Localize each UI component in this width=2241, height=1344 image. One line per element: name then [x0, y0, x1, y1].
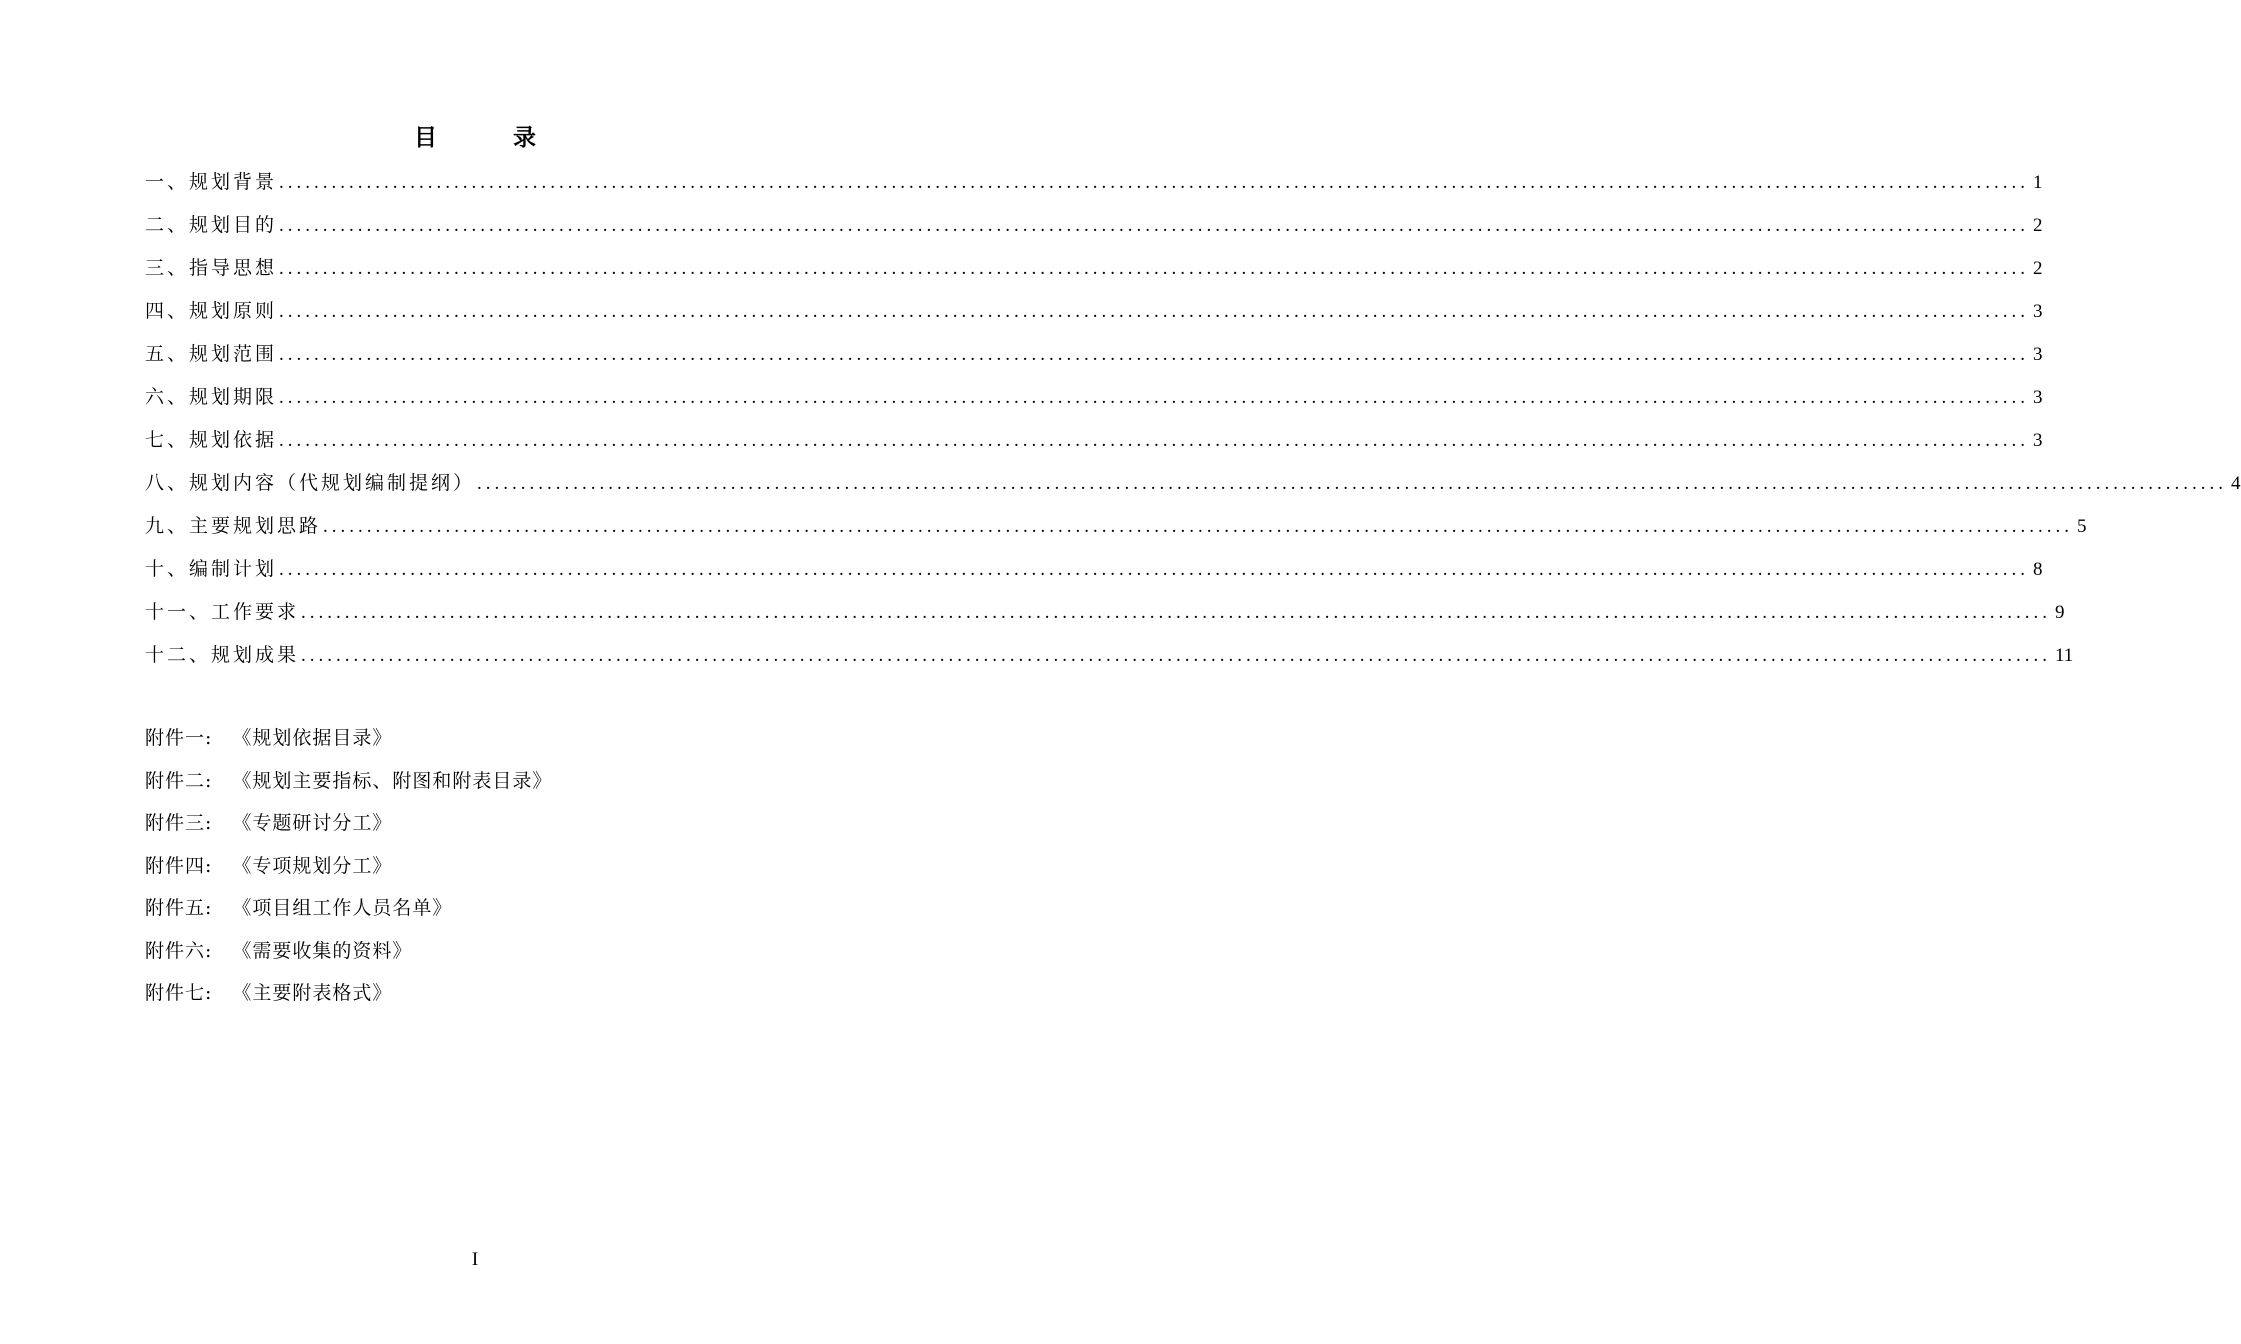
attachment-item: [145, 977, 807, 1020]
toc-entry-page: 3: [2033, 387, 2043, 408]
attachment-name: 《项目组工作人员名单》: [232, 897, 453, 919]
toc-entry-label: 九、主要规划思路: [145, 515, 322, 537]
attachment-label: 附件三:: [145, 812, 213, 834]
toc-entry-label: 八、规划内容（代规划编制提纲）: [145, 472, 476, 494]
toc-entry-page: 3: [2033, 301, 2043, 322]
toc-entry[interactable]: [145, 166, 2043, 209]
toc-dot-leader: ........................................................................................................................................................................................................: [279, 215, 2030, 236]
toc-entry-page: 1: [2033, 172, 2043, 193]
toc-entry[interactable]: [145, 381, 2043, 424]
toc-dot-leader: ........................................................................................................................................................................................................: [279, 430, 2030, 451]
toc-entry-label: 六、规划期限: [145, 386, 278, 408]
toc-entry[interactable]: [145, 424, 2043, 467]
attachment-name: 《需要收集的资料》: [232, 939, 413, 962]
toc-entry[interactable]: [145, 209, 2043, 252]
toc-entry-page: 8: [2033, 559, 2043, 580]
attachment-label: 附件二:: [145, 769, 213, 792]
toc-entry-label: 十、编制计划: [145, 558, 278, 580]
toc-entry-page: 3: [2033, 430, 2043, 451]
toc-entry-label: 一、规划背景: [145, 171, 278, 193]
toc-entry[interactable]: [145, 596, 2065, 639]
attachment-label: 附件五:: [145, 897, 213, 919]
toc-dot-leader: ........................................................................................................................................................................................................: [279, 559, 2030, 580]
toc-title: 目 录: [413, 124, 570, 151]
toc-entry[interactable]: [145, 553, 2043, 596]
attachment-item: [145, 765, 807, 808]
toc-dot-leader: ........................................................................................................................................................................................................: [279, 344, 2030, 365]
attachment-name: 《规划依据目录》: [232, 727, 393, 749]
toc-entry-label: 四、规划原则: [145, 300, 278, 322]
toc-entry-label: 五、规划范围: [145, 343, 278, 365]
toc-dot-leader: ........................................................................................................................................................................................................: [279, 258, 2030, 279]
toc-dot-leader: ........................................................................................................................................................................................................: [279, 301, 2030, 322]
attachment-item: [145, 807, 807, 850]
toc-entry-page: 9: [2055, 602, 2065, 623]
attachment-name: 《主要附表格式》: [232, 982, 393, 1004]
toc-entry[interactable]: [145, 510, 2087, 553]
toc-entry-page: 2: [2033, 215, 2043, 236]
attachment-label: 附件四:: [145, 854, 213, 877]
attachment-name: 《专题研讨分工》: [232, 812, 393, 834]
page-number: I: [471, 1249, 479, 1270]
attachment-item: [145, 892, 807, 935]
toc-entry[interactable]: [145, 639, 2074, 682]
toc-dot-leader: ........................................................................................................................................................................................................: [477, 473, 2228, 494]
toc-list: [145, 166, 2241, 682]
toc-dot-leader: ........................................................................................................................................................................................................: [279, 387, 2030, 408]
toc-dot-leader: ........................................................................................................................................................................................................: [323, 516, 2074, 537]
toc-entry-page: 2: [2033, 258, 2043, 279]
attachment-name: 《规划主要指标、附图和附表目录》: [232, 769, 553, 792]
toc-dot-leader: ........................................................................................................................................................................................................: [301, 645, 2052, 666]
attachment-label: 附件六:: [145, 939, 213, 962]
attachment-item: [145, 850, 807, 893]
attachment-label: 附件一:: [145, 727, 213, 749]
toc-dot-leader: ........................................................................................................................................................................................................: [301, 602, 2052, 623]
toc-entry-page: 3: [2033, 344, 2043, 365]
attachment-item: [145, 722, 807, 765]
toc-entry[interactable]: [145, 252, 2043, 295]
toc-dot-leader: ........................................................................................................................................................................................................: [279, 172, 2030, 193]
toc-entry[interactable]: [145, 467, 2241, 510]
toc-entry[interactable]: [145, 338, 2043, 381]
attachment-list: [145, 722, 807, 1020]
attachment-name: 《专项规划分工》: [232, 854, 393, 877]
toc-entry-label: 七、规划依据: [145, 429, 278, 451]
toc-entry-page: 11: [2055, 645, 2074, 666]
toc-entry-label: 十一、工作要求: [145, 601, 300, 623]
toc-entry-label: 十二、规划成果: [145, 644, 300, 666]
attachment-label: 附件七:: [145, 982, 213, 1004]
toc-entry-page: 4: [2231, 473, 2241, 494]
toc-entry-label: 二、规划目的: [145, 214, 278, 236]
toc-entry-page: 5: [2077, 516, 2087, 537]
toc-entry[interactable]: [145, 295, 2043, 338]
toc-entry-label: 三、指导思想: [145, 257, 278, 279]
attachment-item: [145, 935, 807, 978]
